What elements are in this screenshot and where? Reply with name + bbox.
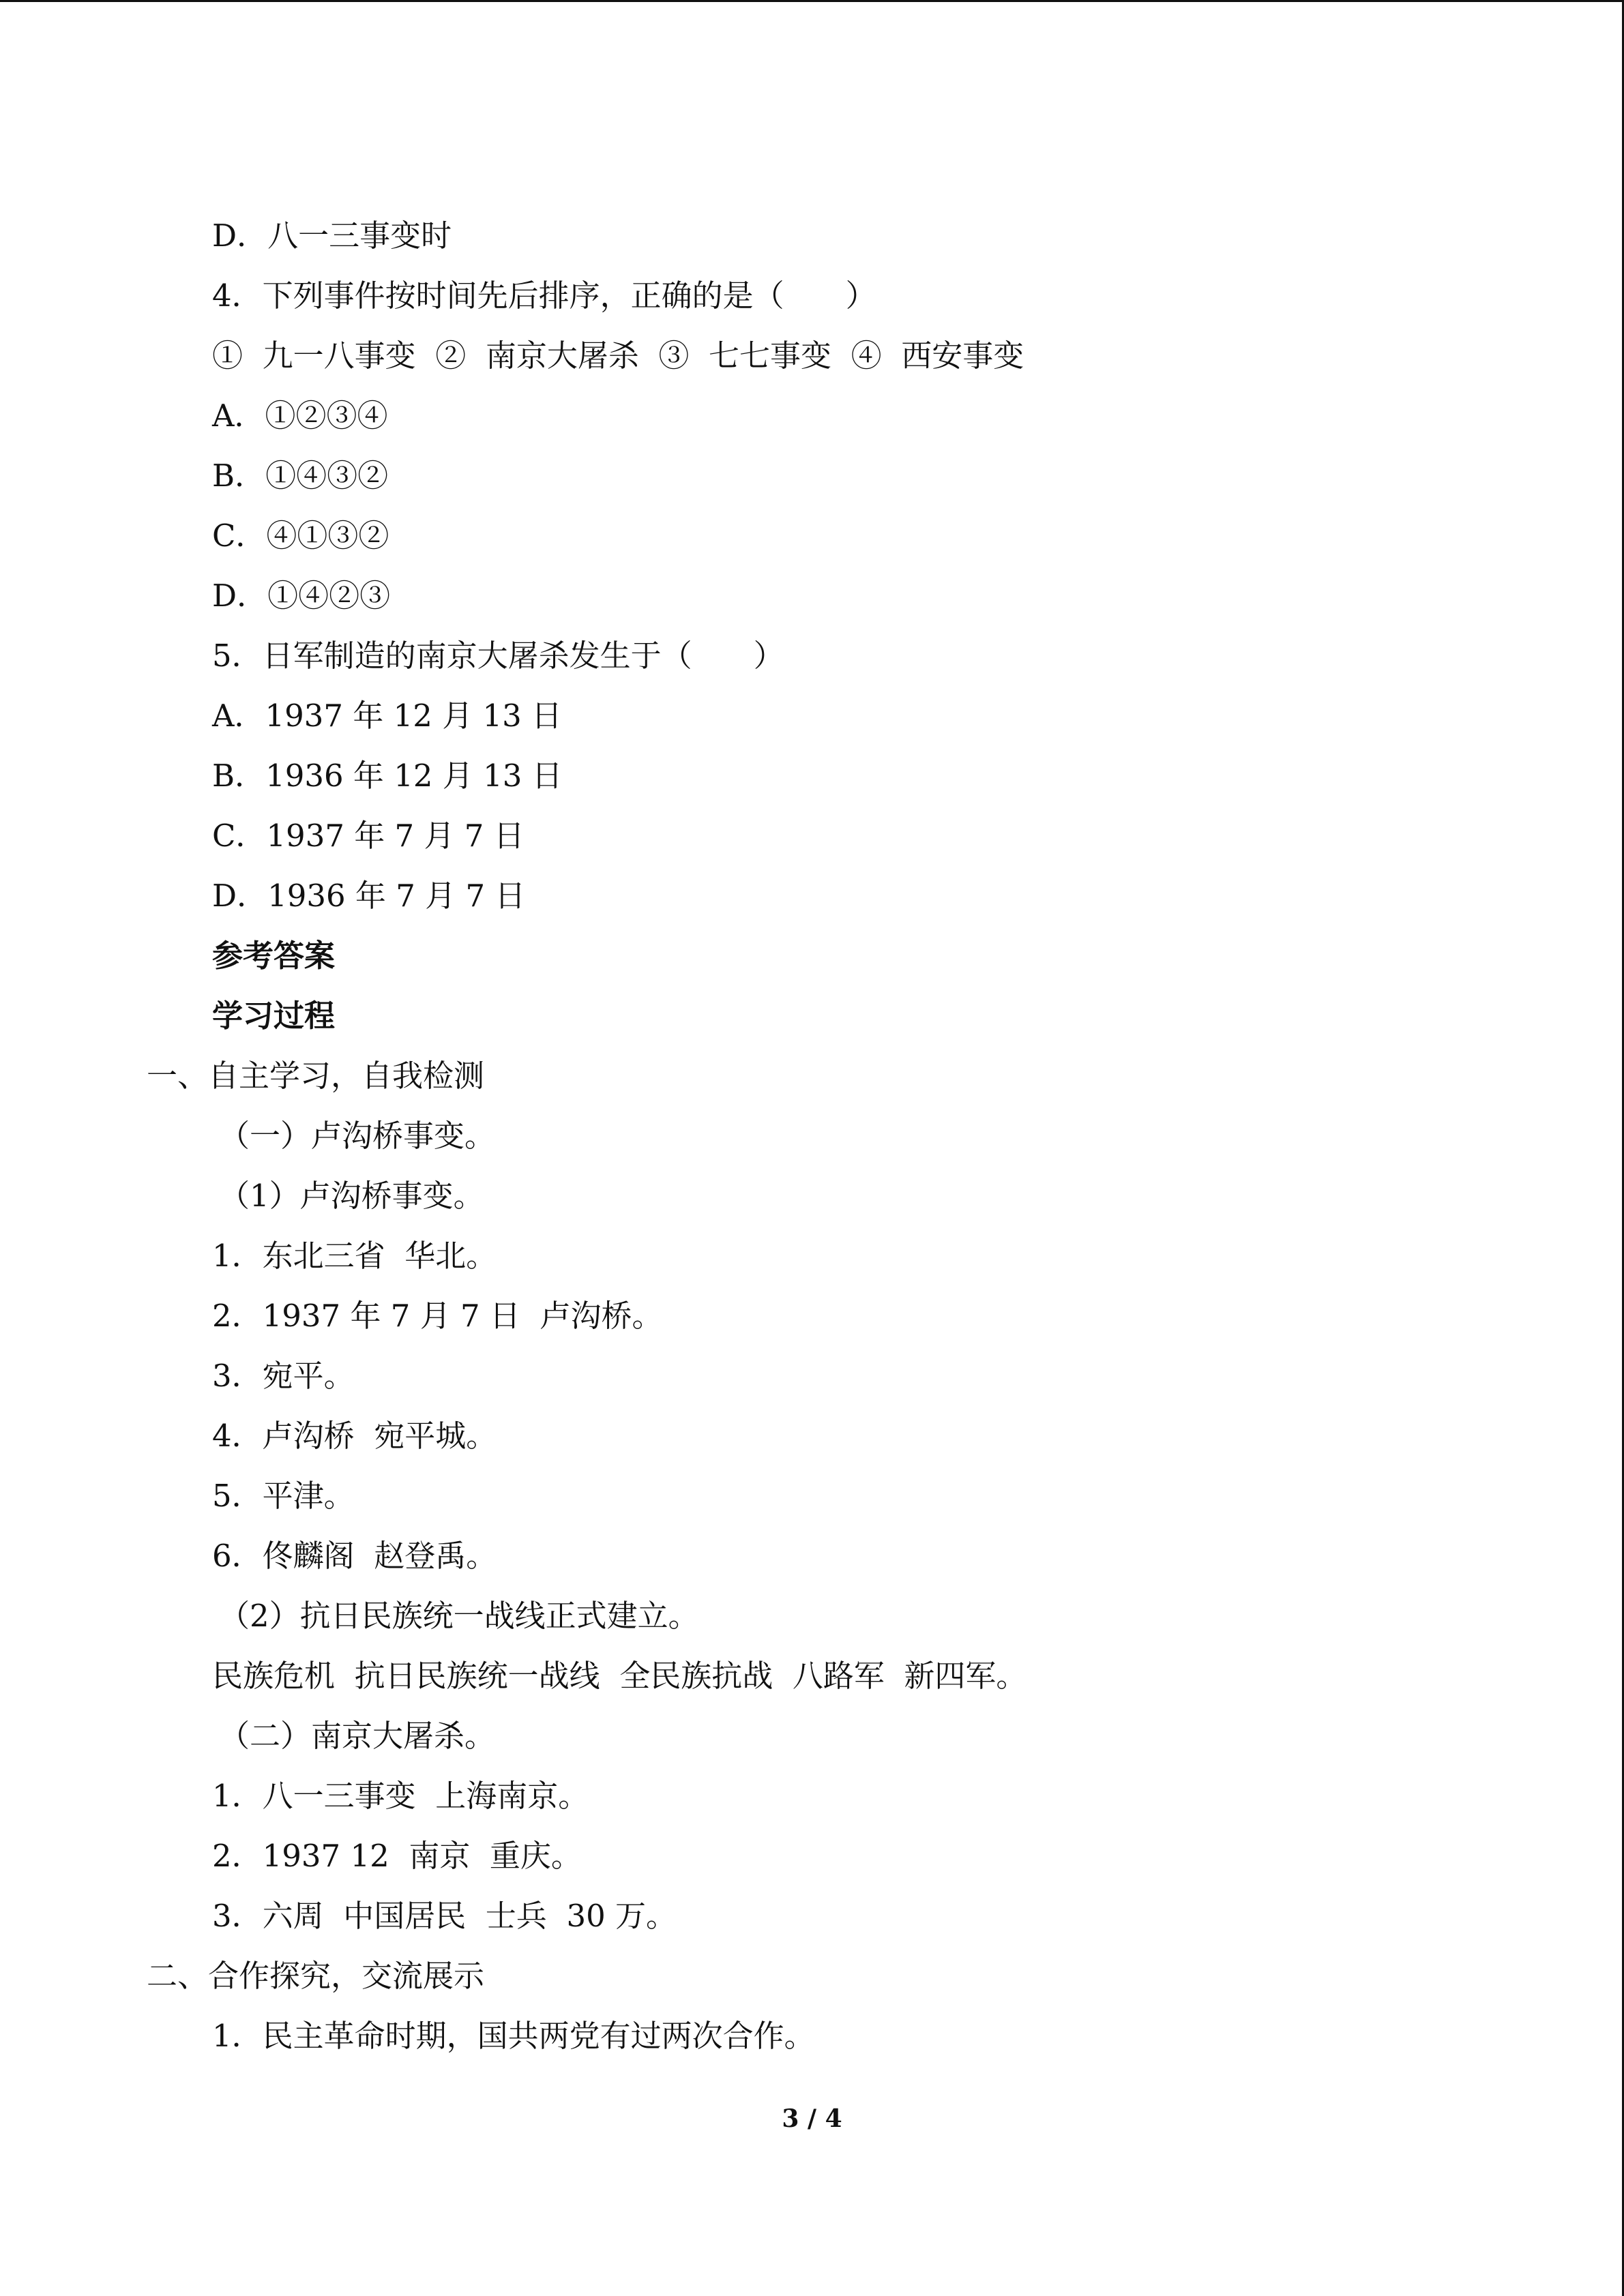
answer-6: 6．佟麟阁 赵登禹。 bbox=[212, 1538, 497, 1574]
q5-option-c: C．1937 年 7 月 7 日 bbox=[212, 818, 525, 854]
q5-option-a: A．1937 年 12 月 13 日 bbox=[212, 698, 563, 734]
q4-option-c: C．④①③② bbox=[212, 518, 389, 554]
answer-key-heading: 参考答案 bbox=[212, 938, 336, 974]
page-top-border bbox=[0, 0, 1624, 2]
nanjing-answer-2: 2．1937 12 南京 重庆。 bbox=[212, 1838, 582, 1874]
q4-option-b: B．①④③② bbox=[212, 458, 389, 494]
nanjing-answer-3: 3．六周 中国居民 士兵 30 万。 bbox=[212, 1898, 677, 1934]
nanjing-answer-1: 1．八一三事变 上海南京。 bbox=[212, 1778, 589, 1814]
part-2-heading: （2）抗日民族统一战线正式建立。 bbox=[219, 1598, 699, 1634]
learning-process-heading: 学习过程 bbox=[212, 998, 336, 1034]
q5-stem: 5．日军制造的南京大屠杀发生于（ ） bbox=[212, 638, 784, 674]
q3-option-d: D．八一三事变时 bbox=[212, 218, 452, 254]
answer-1: 1．东北三省 华北。 bbox=[212, 1238, 497, 1274]
subsection-one-heading: （一）卢沟桥事变。 bbox=[219, 1118, 496, 1154]
answer-5: 5．平津。 bbox=[212, 1478, 355, 1514]
q5-option-d: D．1936 年 7 月 7 日 bbox=[212, 878, 526, 914]
section-one-heading: 一、自主学习，自我检测 bbox=[147, 1058, 485, 1094]
answer-4: 4．卢沟桥 宛平城。 bbox=[212, 1418, 497, 1454]
part-2-answers: 民族危机 抗日民族统一战线 全民族抗战 八路军 新四军。 bbox=[212, 1658, 1027, 1694]
q4-option-a: A．①②③④ bbox=[212, 398, 388, 434]
page-number: 3 / 4 bbox=[782, 2104, 842, 2133]
section-two-heading: 二、合作探究，交流展示 bbox=[147, 1958, 485, 1994]
q5-option-b: B．1936 年 12 月 13 日 bbox=[212, 758, 563, 794]
q4-events: ① 九一八事变 ② 南京大屠杀 ③ 七七事变 ④ 西安事变 bbox=[212, 338, 1024, 374]
answer-2: 2．1937 年 7 月 7 日 卢沟桥。 bbox=[212, 1298, 663, 1334]
cooperation-answer-1: 1．民主革命时期，国共两党有过两次合作。 bbox=[212, 2018, 815, 2054]
subsection-two-heading: （二）南京大屠杀。 bbox=[219, 1718, 496, 1754]
answer-3: 3．宛平。 bbox=[212, 1358, 355, 1394]
q4-stem: 4．下列事件按时间先后排序，正确的是（ ） bbox=[212, 278, 876, 314]
part-1-heading: （1）卢沟桥事变。 bbox=[219, 1178, 484, 1214]
q4-option-d: D．①④②③ bbox=[212, 578, 391, 614]
